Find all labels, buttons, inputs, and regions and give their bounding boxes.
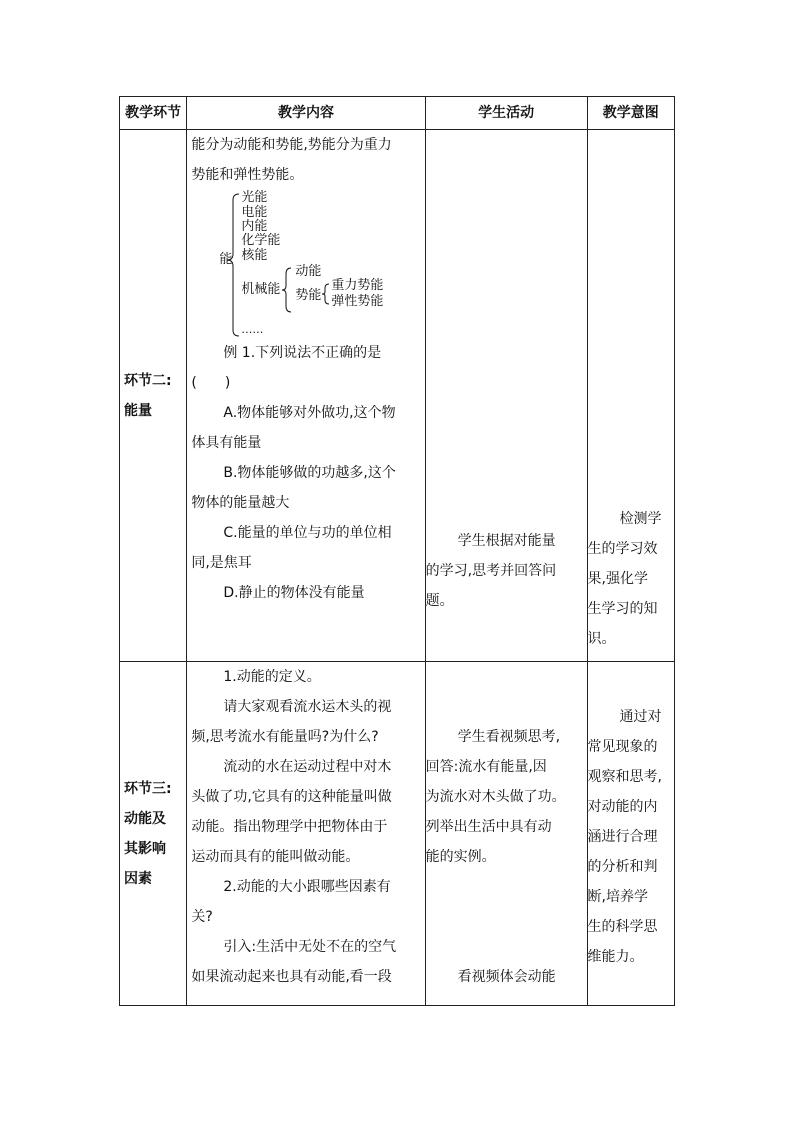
intent-line: 断,培养学 [587, 889, 648, 905]
table-row [120, 130, 675, 662]
activity-line: 回答:流水有能量,因 [425, 759, 547, 775]
intent-line: 对动能的内 [587, 799, 658, 815]
content-line: 请大家观看流水运木头的视 [223, 699, 392, 715]
activity-line: 题。 [425, 593, 454, 609]
content-line: 头做了功,它具有的这种能量叫做 [191, 789, 392, 805]
content-line: 2.动能的大小跟哪些因素有 [223, 879, 391, 895]
content-line: B.物体能够做的功越多,这个 [223, 465, 396, 481]
diagram-item: 内能 [241, 219, 268, 234]
content-line: 1.动能的定义。 [223, 669, 321, 685]
content-line: 流动的水在运动过程中对木 [223, 759, 392, 775]
diagram-root: 能 [219, 252, 233, 267]
content-line: 体具有能量 [191, 435, 262, 451]
content-line: A.物体能够对外做功,这个物 [223, 405, 396, 421]
activity-line: 为流水对木头做了功。 [425, 789, 566, 805]
content-line: 动能。指出物理学中把物体由于 [191, 819, 388, 835]
diagram-potential: 势能 [295, 288, 322, 303]
diagram-elastic: 弹性势能 [331, 294, 384, 309]
diagram-item: 电能 [241, 205, 268, 220]
intent-line: 的分析和判 [587, 859, 658, 875]
content-line: ( ) [191, 375, 231, 391]
content-line: 引入:生活中无处不在的空气 [223, 939, 397, 955]
content-line: 物体的能量越大 [191, 495, 290, 511]
content-line: 势能和弹性势能。 [191, 167, 304, 183]
content-cell [187, 662, 425, 1006]
intent-line: 生的科学思 [587, 919, 658, 935]
activity-cell [425, 130, 587, 662]
diagram-mechanical: 机械能 [241, 282, 281, 297]
stage-label: 环节三: [124, 780, 172, 797]
content-line: 运动而具有的能叫做动能。 [191, 849, 360, 865]
intent-line: 识。 [587, 631, 616, 647]
stage-cell [120, 130, 187, 662]
content-line: 关? [191, 909, 213, 925]
lesson-plan-table [119, 96, 675, 1006]
content-line: C.能量的单位与功的单位相 [223, 525, 392, 541]
content-line: 频,思考流水有能量吗?为什么? [191, 729, 379, 745]
content-line: 能分为动能和势能,势能分为重力 [191, 137, 392, 153]
diagram-item: 光能 [241, 190, 268, 205]
header-content: 教学内容 [187, 97, 425, 130]
diagram-kinetic: 动能 [295, 264, 322, 279]
content-cell [187, 130, 425, 662]
intent-line: 检测学 [619, 511, 662, 527]
intent-line: 观察和思考, [587, 769, 662, 785]
activity-line: 能的实例。 [425, 849, 496, 865]
stage-title: 其影响 [124, 840, 166, 857]
header-intent: 教学意图 [587, 97, 674, 130]
stage-title: 动能及 [124, 810, 166, 827]
intent-cell [587, 130, 674, 662]
energy-classification-diagram [187, 190, 424, 338]
stage-cell [120, 662, 187, 1006]
activity-line: 学生根据对能量 [457, 533, 556, 549]
activity-line: 看视频体会动能 [457, 969, 556, 985]
table-header-row [120, 97, 675, 130]
content-line: 如果流动起来也具有动能,看一段 [191, 969, 392, 985]
intent-line: 维能力。 [587, 949, 644, 965]
activity-line: 学生看视频思考, [457, 729, 561, 745]
intent-line: 生的学习效 [587, 541, 658, 557]
intent-line: 果,强化学 [587, 571, 648, 587]
stage-title: 能量 [124, 402, 152, 419]
intent-line: 涵进行合理 [587, 829, 658, 845]
activity-line: 的学习,思考并回答问 [425, 563, 557, 579]
intent-line: 生学习的知 [587, 601, 658, 617]
diagram-item: 核能 [241, 248, 268, 263]
activity-cell [425, 662, 587, 1006]
header-stage: 教学环节 [120, 97, 187, 130]
diagram-gravity: 重力势能 [331, 278, 384, 293]
diagram-ellipsis: …… [241, 323, 264, 336]
header-activity: 学生活动 [425, 97, 587, 130]
table-row [120, 662, 675, 1006]
diagram-item: 化学能 [241, 233, 281, 248]
stage-label: 环节二: [124, 372, 172, 389]
content-line: D.静止的物体没有能量 [223, 585, 365, 601]
activity-line: 列举出生活中具有动 [425, 819, 552, 835]
intent-cell [587, 662, 674, 1006]
intent-line: 通过对 [619, 709, 662, 725]
stage-title: 因素 [124, 870, 152, 887]
intent-line: 常见现象的 [587, 739, 658, 755]
content-line: 同,是焦耳 [191, 555, 252, 571]
content-line: 例 1.下列说法不正确的是 [223, 345, 382, 361]
